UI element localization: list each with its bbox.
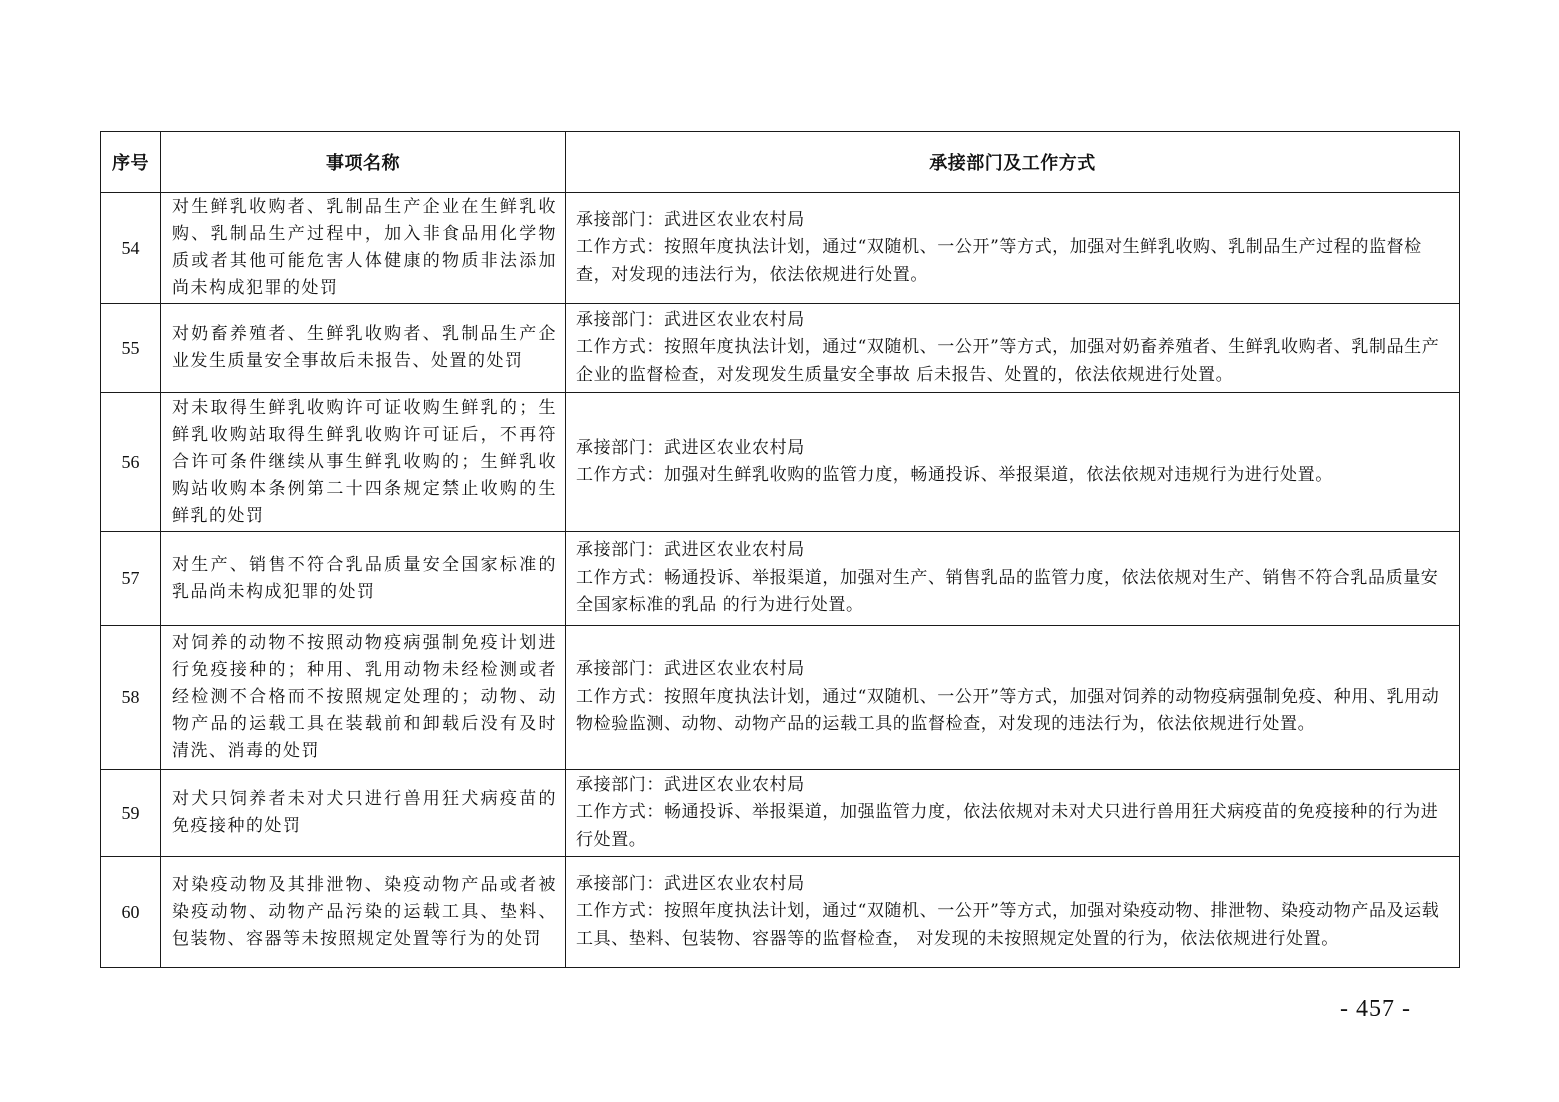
row-serial-number: 56 [101, 393, 161, 532]
table-row [101, 193, 1460, 304]
row-item-name: 对染疫动物及其排泄物、染疫动物产品或者被染疫动物、动物产品污染的运载工具、垫料、包装物、容器等未按照规定处置等行为的处罚 [161, 857, 566, 968]
table-row [101, 770, 1460, 857]
row-work-method: 工作方式：按照年度执法计划，通过“双随机、一公开”等方式，加强对染疫动物、排泄物、染疫动物产品及运载工具、垫料、包装物、容器等的监督检查， 对发现的未按照规定处置的行为，依法依规进行处置。 [576, 901, 1440, 949]
row-department-cell [566, 857, 1460, 968]
row-item-name: 对奶畜养殖者、生鲜乳收购者、乳制品生产企业发生质量安全事故后未报告、处置的处罚 [161, 304, 566, 393]
row-work-method: 工作方式：畅通投诉、举报渠道，加强对生产、销售乳品的监管力度，依法依规对生产、销售不符合乳品质量安全国家标准的乳品 的行为进行处置。 [576, 567, 1439, 616]
row-serial-number: 60 [101, 857, 161, 968]
header-row [101, 132, 1460, 193]
row-department: 承接部门：武进区农业农村局 [576, 437, 805, 458]
page-number: - 457 - [1340, 996, 1411, 1022]
row-department-cell [566, 193, 1460, 304]
row-department: 承接部门：武进区农业农村局 [576, 309, 805, 330]
row-department-cell [566, 304, 1460, 393]
table-row [101, 857, 1460, 968]
row-serial-number: 59 [101, 770, 161, 857]
row-department-cell [566, 626, 1460, 770]
table-row [101, 393, 1460, 532]
table-row [101, 626, 1460, 770]
row-department-cell [566, 770, 1460, 857]
row-department: 承接部门：武进区农业农村局 [576, 659, 805, 680]
row-serial-number: 57 [101, 532, 161, 626]
row-work-method: 工作方式：畅通投诉、举报渠道，加强监管力度，依法依规对未对犬只进行兽用狂犬病疫苗的免疫接种的行为进行处置。 [576, 802, 1439, 850]
row-department: 承接部门：武进区农业农村局 [576, 774, 805, 795]
row-serial-number: 54 [101, 193, 161, 304]
row-work-method: 工作方式：按照年度执法计划，通过“双随机、一公开”等方式，加强对奶畜养殖者、生鲜乳收购者、乳制品生产企业的监督检查，对发现发生质量安全事故 后未报告、处置的，依法依规进行处置。 [576, 337, 1440, 385]
row-work-method: 工作方式：按照年度执法计划，通过“双随机、一公开”等方式，加强对饲养的动物疫病强制免疫、种用、乳用动物检验监测、动物、动物产品的运载工具的监督检查，对发现的违法行为，依法依规进行处置。 [576, 686, 1440, 735]
row-serial-number: 58 [101, 626, 161, 770]
row-item-name: 对犬只饲养者未对犬只进行兽用狂犬病疫苗的免疫接种的处罚 [161, 770, 566, 857]
row-department: 承接部门：武进区农业农村局 [576, 540, 805, 561]
header-department-and-method: 承接部门及工作方式 [566, 132, 1460, 193]
row-item-name: 对生产、销售不符合乳品质量安全国家标准的乳品尚未构成犯罪的处罚 [161, 532, 566, 626]
row-item-name: 对生鲜乳收购者、乳制品生产企业在生鲜乳收购、乳制品生产过程中，加入非食品用化学物质或者其他可能危害人体健康的物质非法添加尚未构成犯罪的处罚 [161, 193, 566, 304]
row-department: 承接部门：武进区农业农村局 [576, 209, 805, 230]
header-serial-number: 序号 [101, 132, 161, 193]
row-work-method: 工作方式：加强对生鲜乳收购的监管力度，畅通投诉、举报渠道，依法依规对违规行为进行处置。 [576, 465, 1333, 485]
row-item-name: 对饲养的动物不按照动物疫病强制免疫计划进行免疫接种的；种用、乳用动物未经检测或者经检测不合格而不按照规定处理的；动物、动物产品的运载工具在装载前和卸载后没有及时清洗、消毒的处罚 [161, 626, 566, 770]
table-row [101, 532, 1460, 626]
table-body [101, 193, 1460, 968]
header-item-name: 事项名称 [161, 132, 566, 193]
row-department: 承接部门：武进区农业农村局 [576, 873, 805, 894]
table-header [101, 132, 1460, 193]
row-serial-number: 55 [101, 304, 161, 393]
row-item-name: 对未取得生鲜乳收购许可证收购生鲜乳的；生鲜乳收购站取得生鲜乳收购许可证后，不再符合许可条件继续从事生鲜乳收购的；生鲜乳收购站收购本条例第二十四条规定禁止收购的生鲜乳的处罚 [161, 393, 566, 532]
row-department-cell [566, 532, 1460, 626]
row-department-cell [566, 393, 1460, 532]
row-work-method: 工作方式：按照年度执法计划，通过“双随机、一公开”等方式，加强对生鲜乳收购、乳制品生产过程的监督检查，对发现的违法行为，依法依规进行处置。 [576, 237, 1422, 285]
table-row [101, 304, 1460, 393]
items-table [100, 131, 1460, 968]
